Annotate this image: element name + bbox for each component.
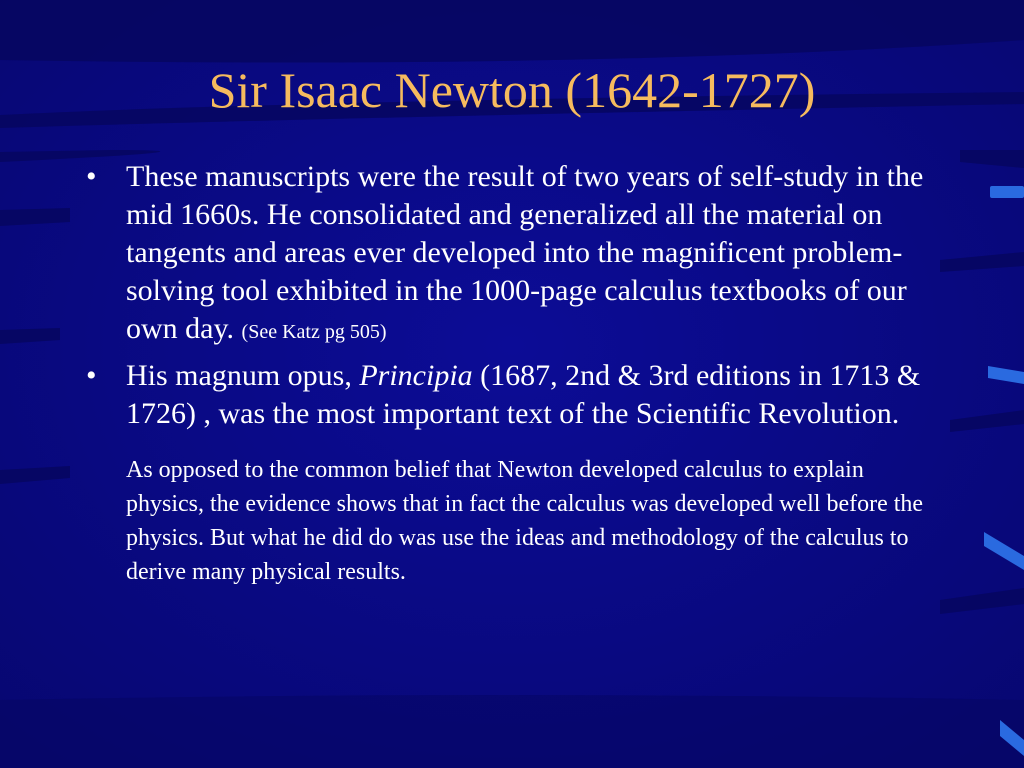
citation: (See Katz pg 505) xyxy=(241,321,387,343)
slide-title: Sir Isaac Newton (1642-1727) xyxy=(208,62,816,118)
note-paragraph: As opposed to the common belief that Newton developed calculus to explain physics, the evidence shows that in fact the calculus was developed well before the physics. But what he did do was use the ideas and methodology of the calculus to derive many physical results. xyxy=(126,457,924,585)
bullet-item xyxy=(82,158,942,351)
edge-mark xyxy=(990,186,1024,198)
bullet-text: These manuscripts were the result of two years of self-study in the mid 1660s. He consolidated and generalized all the material on tangents and areas ever developed into the magnificent problem-solving tool exhibited in the 1000-page calculus textbooks of our own day. xyxy=(126,160,924,345)
bullet-item xyxy=(82,357,942,433)
bullet-text: His magnum opus, xyxy=(126,359,360,392)
bullet-icon: • xyxy=(86,160,97,193)
book-title: Principia xyxy=(359,359,473,392)
slide-body xyxy=(82,158,942,589)
bullet-text: (1687, 2nd & 3rd editions in 1713 & 1726) , was the most important text of the Scientific Revolution. xyxy=(126,359,921,430)
bullet-icon: • xyxy=(86,359,97,392)
